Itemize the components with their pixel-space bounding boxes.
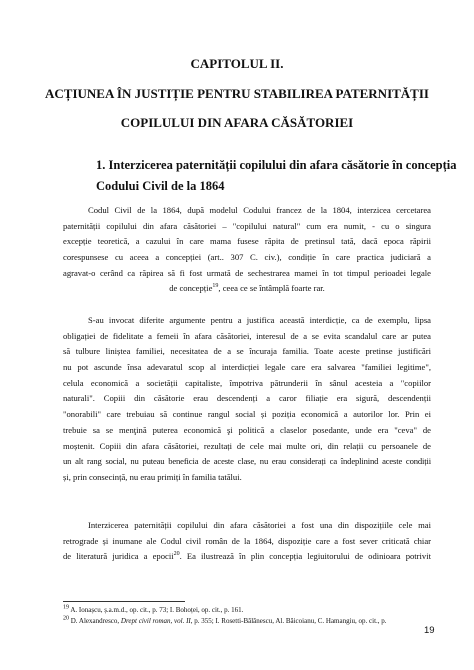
paragraph-2-line: obligației de fidelitate a femeii în afara căsătoriei, interesul de a se evita scandalul care ar putea <box>63 330 431 341</box>
paragraph-1-line: paternității copilului din afara căsătoriei – "copilului natural" cum era numit, - cu o singura <box>63 220 431 231</box>
chapter-title-line-1: ACȚIUNEA ÎN JUSTIȚIE PENTRU STABILIREA PATERNITĂȚII <box>45 86 429 101</box>
chapter-label: CAPITOLUL II. <box>190 56 284 71</box>
footnote-20 <box>63 616 387 627</box>
section-heading-line-2: Codului Civil de la 1864 <box>96 179 225 193</box>
paragraph-1-line: agravat-o cerând ca răpirea să fi fost urmată de sechestrarea mamei în tot timpul perioadei legale <box>63 267 431 278</box>
paragraph-2-line: S-au invocat diferite argumente pentru a justifica această interdicție, ca de exemplu, lipsa <box>88 315 431 325</box>
footnote-text: A. Ionașcu, ș.a.m.d., op. cit., p. 73; I. Bohoței, op. cit., p. 161. <box>69 606 244 614</box>
paragraph-2-line: naturali". Copiii din căsătorie erau descendenți a caror filiație era sigură, descendenții <box>63 393 431 404</box>
footnote-number: 20 <box>63 615 69 622</box>
paragraph-2-line: "onorabili" care trebuiau să continue rangul social și poziția economică a autorilor lor. Prin ei <box>63 409 431 420</box>
footnote-italic-title: Drept civil roman, vol. II <box>120 616 191 625</box>
paragraph-3-line: Interzicerea paternității copilului din afara căsătoriei a fost una din dispozițiile cele mai <box>88 520 431 530</box>
paragraph-2-line: un alt rang social, nu puteau beneficia de aceste clase, nu erau considerați ca îndeplinind aceste condiții <box>63 456 431 467</box>
footnote-divider <box>63 601 185 602</box>
paragraph-2-line: celula economică a societății capitaliste, împotriva pătrunderii în sânul acesteia a "copiilor <box>63 377 431 388</box>
footnote-ref-19: 19 <box>212 283 219 290</box>
page-number: 19 <box>424 625 435 636</box>
paragraph-3-line: retrograde și inumane ale Codul civil român de la 1864, dispoziție care a fost sever criticată chiar <box>63 535 431 546</box>
footnote-text-rest: , p. 355; I. Rosetti-Bălănescu, Al. Băicoianu, C. Hamangiu, op. cit., p. <box>190 616 387 625</box>
paragraph-1-last-rest: , ceea ce se întâmplă foarte rar. <box>218 283 325 294</box>
paragraph-1-line: corespunsese cu aceea a concepției (art.. 307 C. civ.), condiție în care practica judiciară a <box>63 252 431 263</box>
footnote-ref-20: 20 <box>173 551 180 558</box>
paragraph-2-line: trebuie sa se menţină puterea economică şi politică a claselor posedante, unde era "ceva" de <box>63 424 431 435</box>
paragraph-1 <box>63 203 431 297</box>
footnotes <box>63 605 387 626</box>
chapter-title-line-2: COPILULUI DIN AFARA CĂSĂTORIEI <box>120 115 354 130</box>
paragraph-1-last-text: de concepție <box>169 283 213 294</box>
paragraph-1-line: Codul Civil de la 1864, după modelul Codului francez de la 1804, interzicea cercetarea <box>88 205 431 215</box>
footnote-text: D. Alexandresco, <box>69 616 121 625</box>
paragraph-3-line-3 <box>63 549 431 565</box>
footnote-number: 19 <box>63 604 69 611</box>
paragraph-3 <box>63 518 431 565</box>
paragraph-2-line: și, prin consecință, nu erau primiți în familia tatălui. <box>63 471 242 482</box>
paragraph-1-line: excepție teoretică, a cazului în care mama fusese răpita de pretinsul tată, dacă epoca răpirii <box>63 236 431 247</box>
section-heading-line-1: 1. Interzicerea paternității copilului din afara căsătorie în concepția <box>96 158 457 172</box>
footnote-19 <box>63 605 387 616</box>
paragraph-2-line: să tulbure liniștea familiei, necesitatea de a se încuraja familia. Toate aceste pretinse justificări <box>63 346 431 357</box>
paragraph-2 <box>63 313 431 486</box>
paragraph-3-line-3-rest: . Ea ilustrează în plin concepția legiuitorului de odinioara potrivit <box>179 551 431 562</box>
paragraph-2-line: moștenit. Copiii din afara căsătoriei, rezultați de cele mai multe ori, din relații cu persoanele de <box>63 440 431 451</box>
paragraph-2-line: nu pot ascunde însa adevaratul scop al interdicției legale care era salvarea "familiei legitime", <box>63 362 431 373</box>
paragraph-1-last-line <box>63 281 431 297</box>
paragraph-3-line-3-text: de literatură juridica a epocii <box>63 551 174 562</box>
